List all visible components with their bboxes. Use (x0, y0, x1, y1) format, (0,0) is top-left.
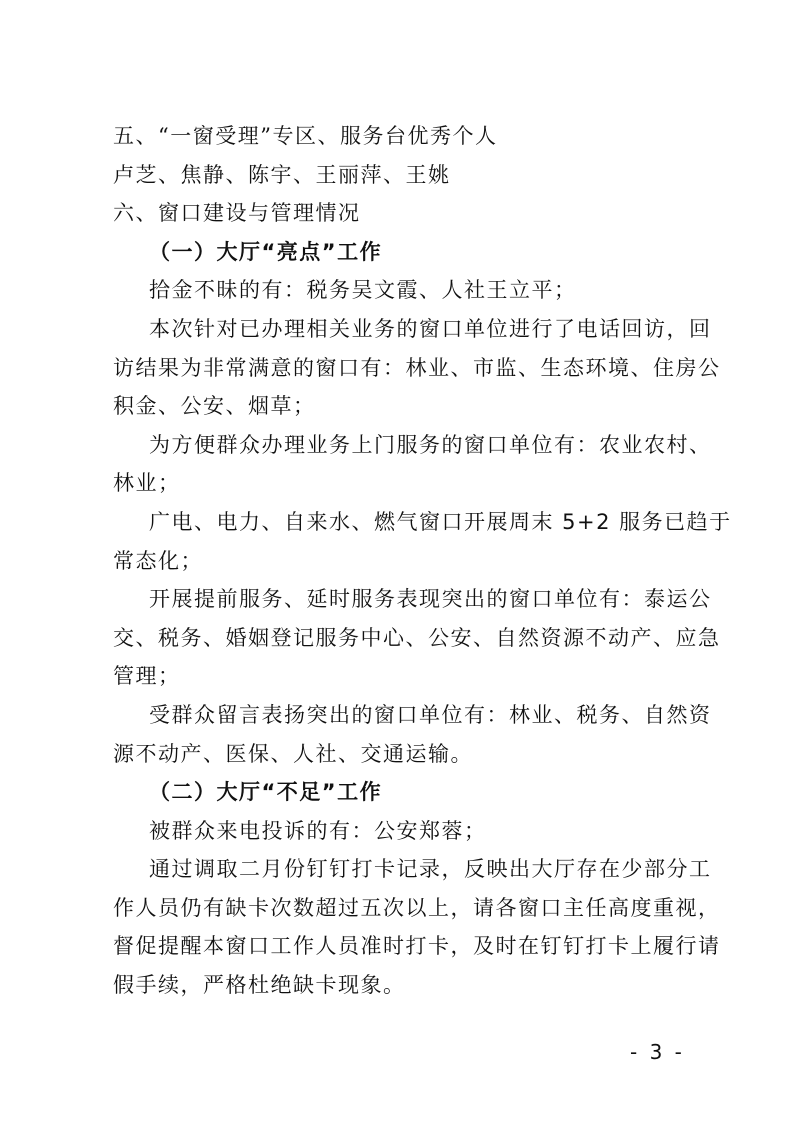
paragraph-callback-line-2: 访结果为非常满意的窗口有：林业、市监、生态环境、住房公 (113, 355, 721, 380)
paragraph-lost-found: 拾金不昧的有：税务吴文霞、人社王立平； (149, 278, 577, 303)
document-body (113, 117, 732, 1005)
paragraph-attendance-line-3: 督促提醒本窗口工作人员准时打卡，及时在钉钉打卡上履行请 (113, 934, 721, 959)
paragraph-weekend-service-line-2: 常态化； (113, 548, 203, 573)
section-5-heading: 五、“一窗受理”专区、服务台优秀个人 (113, 124, 498, 148)
section-5-names: 卢芝、焦静、陈宇、王丽萍、王姚 (113, 162, 451, 187)
paragraph-callback-line-1: 本次针对已办理相关业务的窗口单位进行了电话回访，回 (149, 316, 712, 341)
paragraph-extended-service-line-2: 交、税务、婚姻登记服务中心、公安、自然资源不动产、应急 (113, 625, 721, 650)
paragraph-attendance-line-4: 假手续，严格杜绝缺卡现象。 (113, 973, 406, 998)
paragraph-attendance-line-1: 通过调取二月份钉钉打卡记录，反映出大厅存在少部分工 (149, 857, 712, 882)
section-6-heading: 六、窗口建设与管理情况 (113, 201, 361, 226)
paragraph-complaint: 被群众来电投诉的有：公安郑蓉； (149, 818, 487, 843)
paragraph-callback-line-3: 积金、公安、烟草； (113, 394, 316, 419)
paragraph-door-service-line-1: 为方便群众办理业务上门服务的窗口单位有：农业农村、 (149, 432, 712, 457)
paragraph-attendance-line-2: 作人员仍有缺卡次数超过五次以上，请各窗口主任高度重视， (113, 895, 721, 920)
paragraph-weekend-service-line-1: 广电、电力、自来水、燃气窗口开展周末 5+2 服务已趋于 (149, 509, 732, 534)
subsection-2-heading: （二）大厅“不足”工作 (149, 780, 383, 805)
paragraph-door-service-line-2: 林业； (113, 471, 181, 496)
paragraph-praise-line-2: 源不动产、医保、人社、交通运输。 (113, 741, 473, 766)
paragraph-praise-line-1: 受群众留言表扬突出的窗口单位有：林业、税务、自然资 (149, 702, 712, 727)
subsection-1-heading: （一）大厅“亮点”工作 (149, 239, 383, 264)
page-number: - 3 - (630, 1040, 685, 1064)
paragraph-extended-service-line-1: 开展提前服务、延时服务表现突出的窗口单位有：泰运公 (149, 587, 712, 612)
paragraph-extended-service-line-3: 管理； (113, 664, 181, 689)
